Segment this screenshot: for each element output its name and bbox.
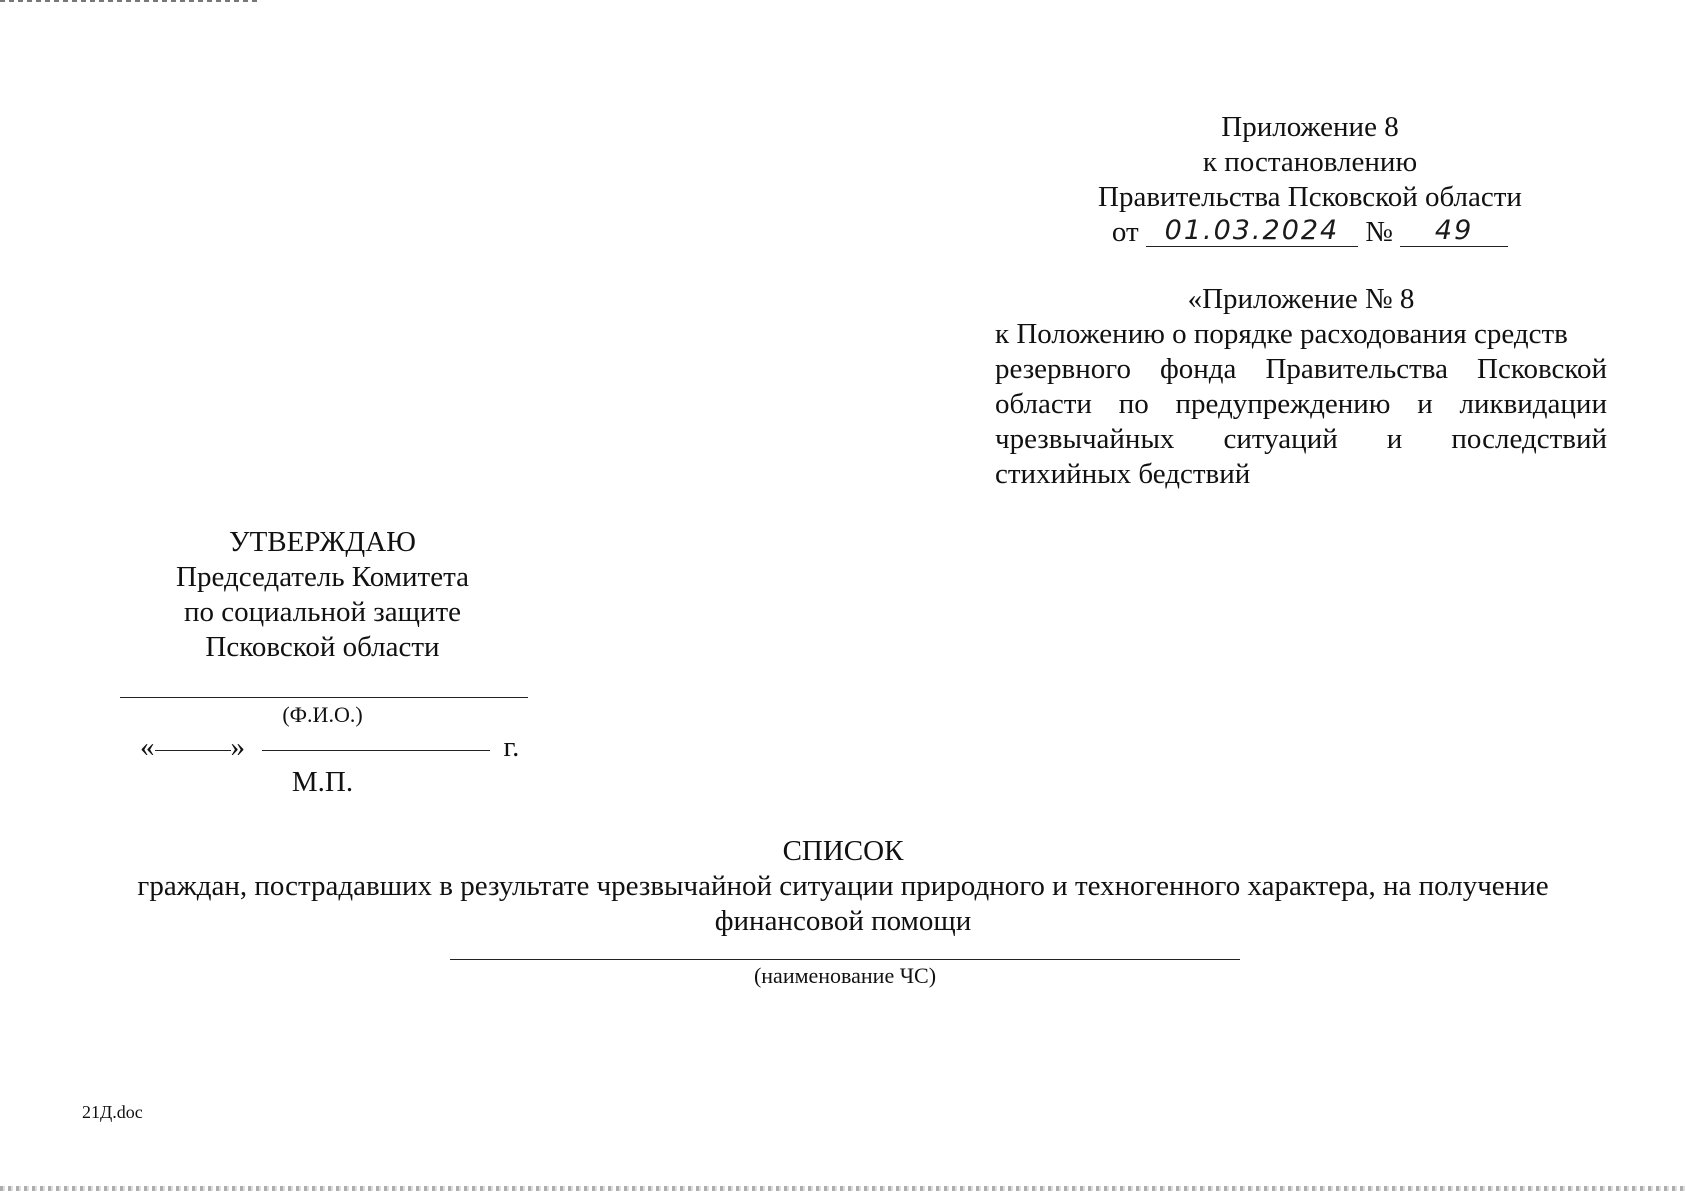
word: области	[995, 388, 1092, 420]
word: ликвидации	[1459, 388, 1607, 420]
scan-artifact-bottom	[0, 1186, 1686, 1191]
month-blank	[262, 750, 490, 751]
list-description-line-1: граждан, пострадавших в результате чрезвычайной ситуации природного и техногенного характера, на получение	[137, 870, 1549, 902]
year-suffix: г.	[503, 731, 520, 763]
word: и	[1417, 388, 1433, 420]
approval-position-3: Псковской области	[205, 631, 440, 663]
appendix-number: Приложение 8	[1221, 111, 1399, 143]
regulation-appendix-title: «Приложение № 8	[1187, 283, 1415, 315]
fio-caption: (Ф.И.О.)	[282, 702, 363, 727]
approval-date-row	[140, 730, 519, 765]
approval-position-2: по социальной защите	[183, 596, 461, 628]
regulation-line-3	[995, 387, 1607, 422]
decree-date-handwritten: 01.03.2024	[1146, 216, 1358, 247]
decree-date-number-row	[1030, 215, 1590, 250]
appendix-to-decree: к постановлению	[1202, 146, 1418, 178]
regulation-line-5: стихийных бедствий	[995, 458, 1251, 490]
number-sign: №	[1365, 216, 1393, 248]
regulation-line-4	[995, 422, 1607, 457]
approval-position-1: Председатель Комитета	[176, 561, 469, 593]
from-label: от	[1111, 216, 1139, 248]
appendix-header	[1030, 110, 1590, 250]
word: Псковской	[1477, 353, 1607, 385]
word: последствий	[1451, 423, 1607, 455]
scan-artifact-top	[0, 0, 260, 2]
close-quote: »	[230, 731, 245, 763]
word: чрезвычайных	[995, 423, 1175, 455]
list-description-line-2: финансовой помощи	[714, 905, 972, 937]
document-filename: 21Д.doc	[82, 1102, 143, 1122]
signature-line	[120, 697, 528, 698]
appendix-government: Правительства Псковской области	[1098, 181, 1522, 213]
word: Правительства	[1265, 353, 1448, 385]
decree-number-handwritten: 49	[1400, 216, 1508, 247]
word: фонда	[1159, 353, 1237, 385]
day-blank	[155, 750, 231, 751]
word: ситуаций	[1223, 423, 1338, 455]
word: резервного	[995, 353, 1131, 385]
emergency-name-caption: (наименование ЧС)	[753, 963, 937, 988]
word: предупреждению	[1175, 388, 1391, 420]
open-quote: «	[140, 731, 155, 763]
list-title	[60, 834, 1626, 939]
regulation-line-1: к Положению о порядке расходования средств	[995, 318, 1568, 350]
regulation-reference	[995, 282, 1607, 492]
approval-title: УТВЕРЖДАЮ	[229, 526, 416, 558]
emergency-name-line	[450, 959, 1240, 960]
stamp-place: М.П.	[291, 766, 354, 798]
approval-block	[90, 525, 555, 665]
word: и	[1386, 423, 1403, 455]
list-heading: СПИСОК	[782, 835, 904, 867]
regulation-line-2	[995, 352, 1607, 387]
word: по	[1118, 388, 1149, 420]
